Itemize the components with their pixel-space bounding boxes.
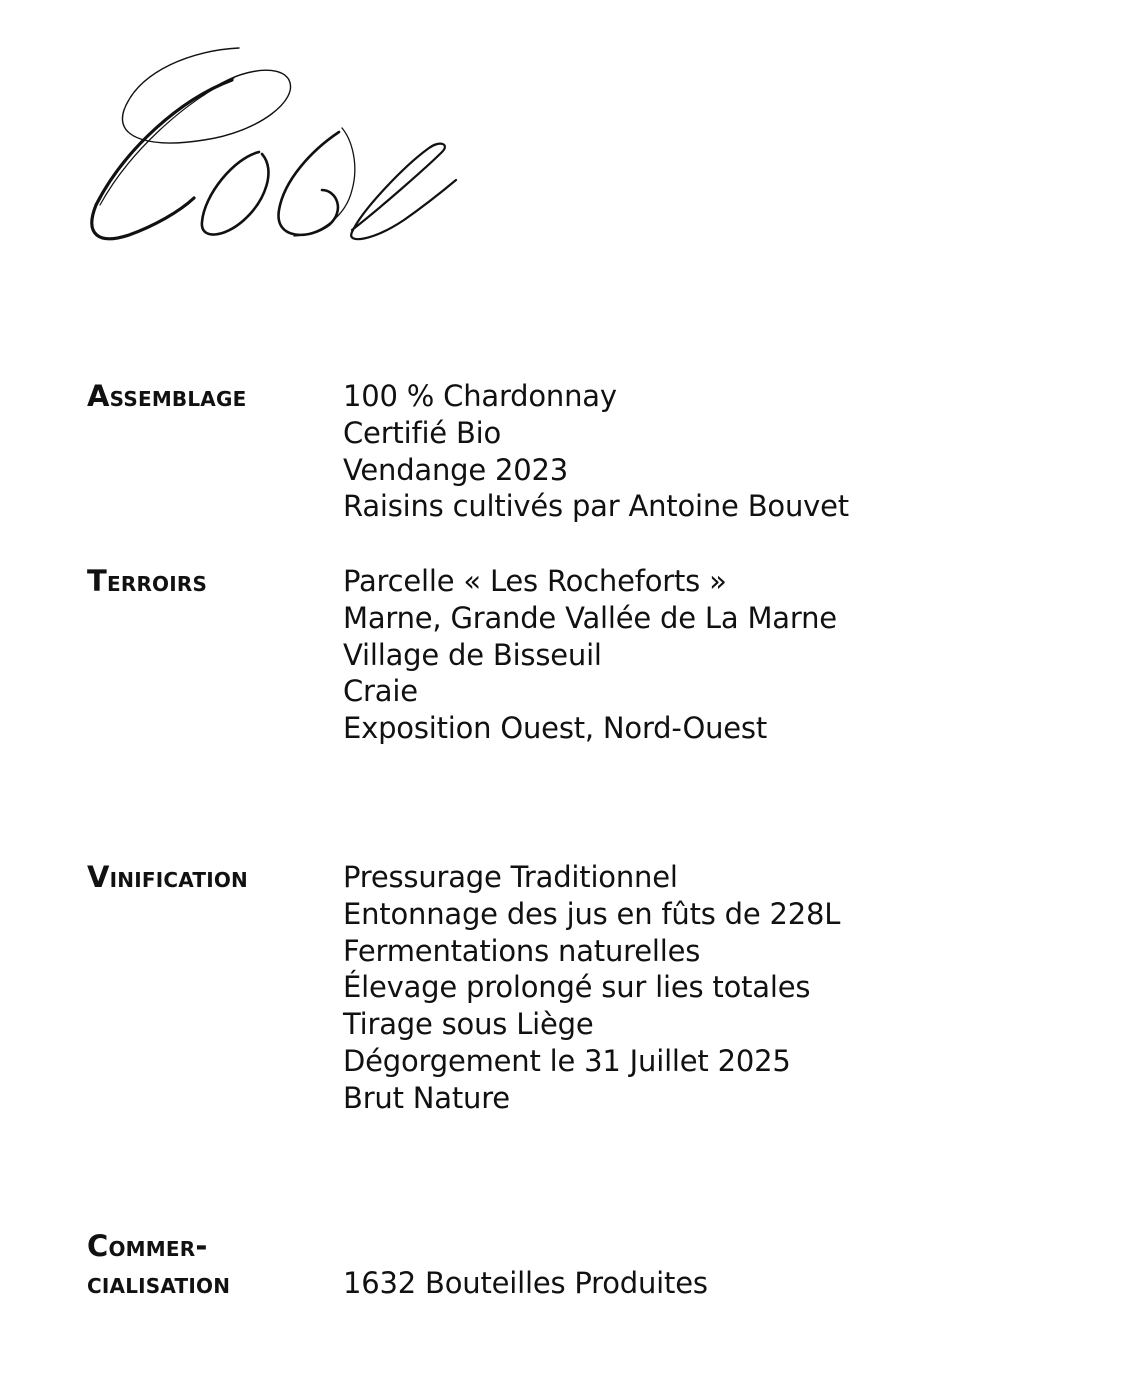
value-line: Marne, Grande Vallée de La Marne — [343, 600, 837, 635]
value-line: Pressurage Traditionnel — [343, 860, 678, 894]
label-vinification: Vinification — [87, 860, 248, 894]
value-list — [343, 1265, 708, 1302]
label-terroirs: Terroirs — [87, 564, 208, 598]
value-line: Élevage prolongé sur lies totales — [343, 970, 811, 1005]
value-line: Entonnage des jus en fûts de 228L — [343, 896, 841, 931]
value-line: Craie — [343, 674, 418, 709]
value-list — [343, 378, 849, 525]
value-line: Certifié Bio — [343, 415, 502, 450]
value-line: Parcelle « Les Rocheforts » — [343, 564, 727, 598]
value-line: Brut Nature — [343, 1080, 510, 1115]
value-line: Vendange 2023 — [343, 452, 569, 487]
value-line: Exposition Ouest, Nord-Ouest — [343, 711, 767, 746]
section-label — [87, 378, 246, 415]
value-line: Dégorgement le 31 Juillet 2025 — [343, 1043, 791, 1078]
value-line: Raisins cultivés par Antoine Bouvet — [343, 489, 849, 524]
label-commercialisation-line-1: Commer- — [87, 1229, 208, 1263]
brand-logo — [84, 40, 464, 250]
value-line: Tirage sous Liège — [343, 1007, 594, 1042]
label-commercialisation-line-2: cialisation — [87, 1266, 231, 1300]
value-line: Village de Bisseuil — [343, 637, 602, 672]
value-line: 1632 Bouteilles Produites — [343, 1266, 708, 1300]
section-label — [87, 1228, 230, 1302]
value-line: Fermentations naturelles — [343, 933, 701, 968]
value-list — [343, 563, 837, 747]
label-assemblage: Assemblage — [87, 379, 247, 413]
section-label — [87, 859, 248, 896]
section-label — [87, 563, 207, 600]
value-line: 100 % Chardonnay — [343, 379, 617, 413]
cose-script-logo — [84, 40, 464, 250]
value-list — [343, 859, 840, 1117]
